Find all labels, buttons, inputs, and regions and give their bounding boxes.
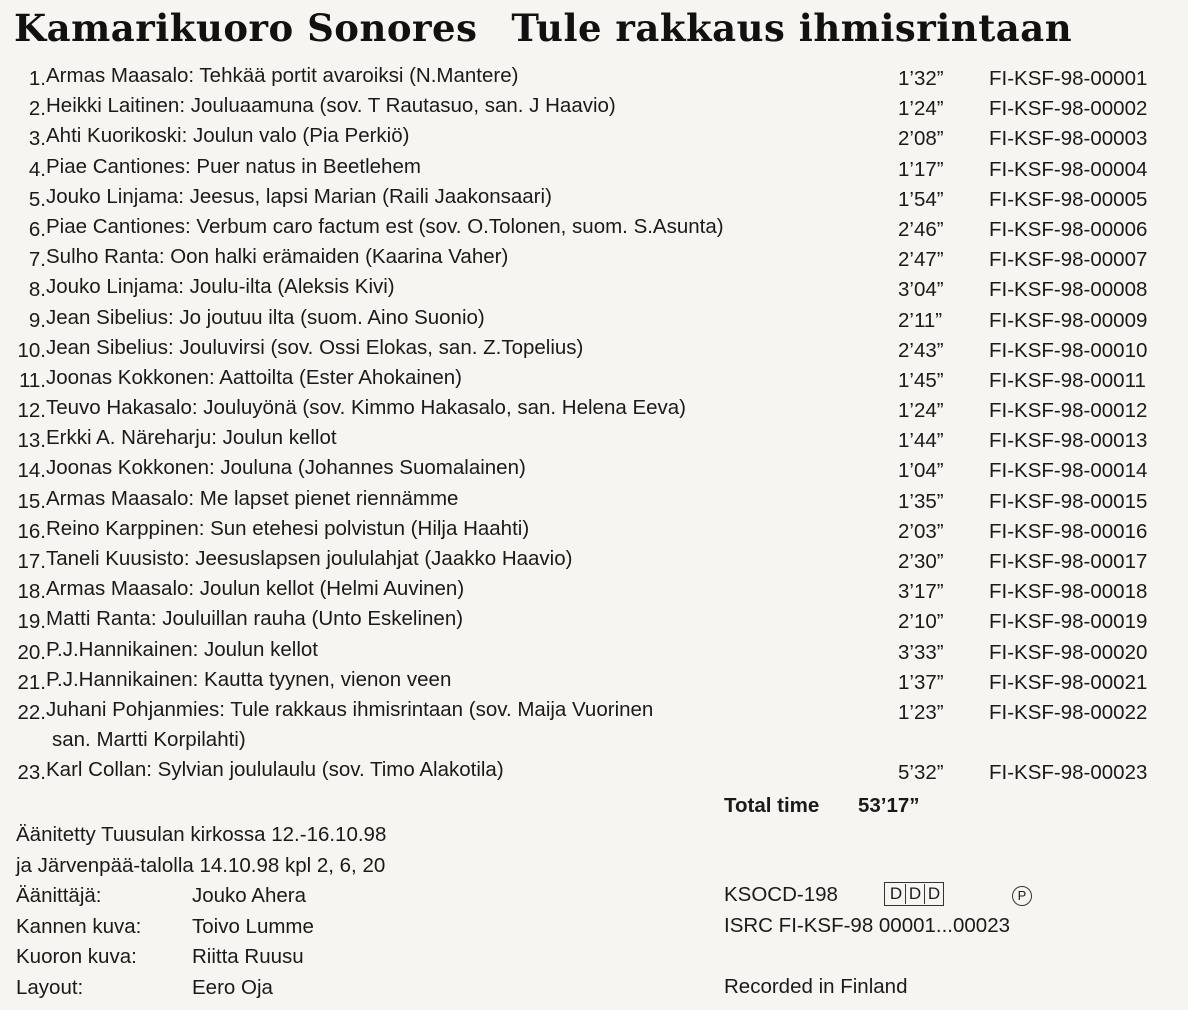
credit-row [16,884,386,915]
track-number: 10. [17,338,46,362]
track-duration: 2’30” [898,550,944,573]
track-duration: 1’54” [898,187,944,211]
track-title: Joonas Kokkonen: Jouluna (Johannes Suomalainen) [46,456,526,480]
catalog-block [724,883,1027,944]
track-number: 8. [28,278,46,302]
track-duration: 2’47” [898,248,944,272]
track-number: 15. [17,489,46,513]
credit-label: Layout: [16,975,84,999]
track-isrc: FI-KSF-98-00006 [989,217,1148,241]
track-isrc: FI-KSF-98-00023 [989,761,1148,785]
track-duration: 2’03” [898,519,944,543]
track-duration: 1’24” [898,97,944,121]
track-isrc: FI-KSF-98-00021 [989,670,1148,694]
track-isrc: FI-KSF-98-00004 [989,157,1148,181]
track-number: 23. [17,761,46,785]
track-title: Reino Karppinen: Sun etehesi polvistun (Hilja Haahti) [46,516,530,540]
track-duration: 2’43” [898,338,944,362]
track-title: Joonas Kokkonen: Aattoilta (Ester Ahokainen) [46,365,462,389]
track-number: 12. [17,399,46,423]
track-duration: 1’35” [898,489,944,513]
recording-place-line2: ja Järvenpää-talolla 14.10.98 kpl 2, 6, 20 [16,853,386,877]
choir-name: Kamarikuoro Sonores [14,6,478,50]
track-duration: 3’33” [898,640,944,664]
track-title-continued: san. Martti Korpilahti) [52,728,246,752]
recorded-in: Recorded in Finland [724,975,908,998]
track-list [0,65,1188,790]
track-title: Ahti Kuorikoski: Joulun valo (Pia Perkiö) [46,124,410,148]
track-isrc: FI-KSF-98-00018 [989,580,1148,604]
track-isrc: FI-KSF-98-00008 [989,278,1148,302]
track-title: Jean Sibelius: Jouluvirsi (sov. Ossi Elokas, san. Z.Topelius) [46,335,584,359]
track-number: 7. [28,248,46,272]
phonogram-icon: P [1012,886,1032,906]
album-title: Tule rakkaus ihmisrintaan [511,6,1073,50]
track-isrc: FI-KSF-98-00007 [989,248,1148,272]
track-number: 1. [28,67,46,90]
track-number: 14. [17,459,46,483]
track-duration: 3’04” [898,278,944,302]
track-number: 2. [28,97,46,121]
track-duration: 2’08” [898,127,944,151]
track-row [0,699,1188,759]
track-duration: 5’32” [898,761,944,785]
credit-value: Toivo Lumme [192,914,314,938]
track-isrc: FI-KSF-98-00002 [989,97,1148,121]
track-number: 19. [17,610,46,634]
track-isrc: FI-KSF-98-00017 [989,550,1148,573]
spars-code [884,882,944,906]
credit-value: Jouko Ahera [192,884,306,907]
track-isrc: FI-KSF-98-00012 [989,399,1148,423]
track-isrc: FI-KSF-98-00013 [989,429,1148,453]
credit-value: Eero Oja [192,975,273,999]
track-number: 5. [28,187,46,211]
track-number: 20. [17,640,46,664]
track-duration: 1’37” [898,670,944,694]
spars-letter: D [927,884,941,903]
track-isrc: FI-KSF-98-00009 [989,308,1148,332]
track-title: Jouko Linjama: Jeesus, lapsi Marian (Raili Jaakonsaari) [46,184,552,208]
track-title: Matti Ranta: Jouluillan rauha (Unto Eskelinen) [46,607,464,631]
track-number: 4. [28,157,46,181]
track-isrc: FI-KSF-98-00010 [989,338,1148,362]
credit-value: Riitta Ruusu [192,945,304,968]
track-title: Heikki Laitinen: Jouluaamuna (sov. T Rautasuo, san. J Haavio) [46,94,616,118]
track-isrc: FI-KSF-98-00016 [989,519,1148,543]
track-title: Teuvo Hakasalo: Jouluyönä (sov. Kimmo Hakasalo, san. Helena Eeva) [46,396,686,420]
total-time [724,794,920,818]
track-duration: 1’44” [898,429,944,453]
track-number: 16. [17,519,46,543]
track-number: 21. [17,670,46,694]
credit-label: Äänittäjä: [16,884,102,907]
track-title: P.J.Hannikainen: Joulun kellot [46,637,318,661]
track-title: Armas Maasalo: Me lapset pienet riennämme [46,486,459,510]
track-isrc: FI-KSF-98-00020 [989,640,1148,664]
track-number: 17. [17,550,46,573]
track-row [0,759,1188,789]
total-time-label: Total time [724,794,820,817]
track-duration: 2’11” [898,308,943,332]
track-isrc: FI-KSF-98-00019 [989,610,1148,634]
track-title: Piae Cantiones: Verbum caro factum est (sov. O.Tolonen, suom. S.Asunta) [46,214,724,238]
track-isrc: FI-KSF-98-00005 [989,187,1148,211]
spars-letter: D [906,884,925,904]
track-number: 6. [28,217,46,241]
recording-place-line1: Äänitetty Tuusulan kirkossa 12.-16.10.98 [16,823,387,846]
track-isrc: FI-KSF-98-00003 [989,127,1148,151]
track-title: Sulho Ranta: Oon halki erämaiden (Kaarina Vaher) [46,245,509,269]
credit-row [16,976,386,1007]
isrc-range: ISRC FI-KSF-98 00001...00023 [724,913,1011,937]
credit-label: Kuoron kuva: [16,945,137,968]
track-title: Piae Cantiones: Puer natus in Beetlehem [46,154,421,178]
page-title [14,6,1179,50]
credit-label: Kannen kuva: [16,914,142,938]
track-title: Erkki A. Näreharju: Joulun kellot [46,426,337,450]
track-duration: 2’10” [898,610,944,634]
track-isrc: FI-KSF-98-00015 [989,489,1148,513]
track-number: 13. [17,429,46,453]
track-isrc: FI-KSF-98-00011 [989,368,1146,392]
total-time-value: 53’17” [858,794,920,817]
track-number: 3. [28,127,46,151]
track-duration: 1’45” [898,368,944,392]
track-duration: 1’24” [898,399,944,423]
track-duration: 1’17” [898,157,944,181]
track-duration: 1’04” [898,459,944,483]
track-duration: 1’23” [898,700,944,724]
track-title: Karl Collan: Sylvian joululaulu (sov. Timo Alakotila) [46,758,504,782]
credit-row [16,915,386,946]
credits-block [16,823,386,1006]
track-number: 11. [19,368,46,392]
spars-letter: D [887,884,906,904]
track-isrc: FI-KSF-98-00014 [989,459,1148,483]
track-title: Armas Maasalo: Tehkää portit avaroiksi (N.Mantere) [46,64,519,87]
track-title: P.J.Hannikainen: Kautta tyynen, vienon veen [46,667,452,691]
track-title: Jean Sibelius: Jo joutuu ilta (suom. Aino Suonio) [46,305,485,329]
track-duration: 3’17” [898,580,944,604]
track-isrc: FI-KSF-98-00022 [989,700,1148,724]
track-title: Juhani Pohjanmies: Tule rakkaus ihmisrintaan (sov. Maija Vuorinen san. Martti Korpilahti) [46,695,806,755]
track-number: 22. [17,700,46,724]
track-duration: 2’46” [898,217,944,241]
catalog-number-row [724,883,1027,914]
track-isrc: FI-KSF-98-00001 [989,67,1148,90]
track-number: 9. [28,308,46,332]
track-number: 18. [17,580,46,604]
track-title: Taneli Kuusisto: Jeesuslapsen joululahjat (Jaakko Haavio) [46,547,573,570]
track-duration: 1’32” [898,67,944,90]
track-title: Jouko Linjama: Joulu-ilta (Aleksis Kivi) [46,275,395,299]
track-title: Armas Maasalo: Joulun kellot (Helmi Auvinen) [46,577,465,601]
credit-row [16,945,386,976]
catalog-number: KSOCD-198 [724,883,838,906]
